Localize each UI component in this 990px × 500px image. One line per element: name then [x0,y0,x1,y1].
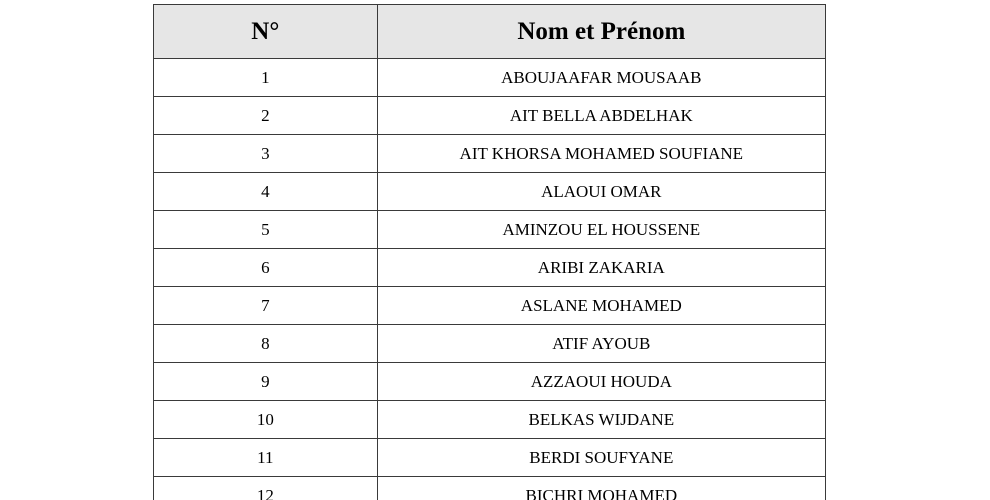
table-row [154,211,826,249]
header-number: N° [154,5,378,59]
table-row [154,439,826,477]
row-name: BERDI SOUFYANE [377,439,825,477]
table-row [154,325,826,363]
row-name: ASLANE MOHAMED [377,287,825,325]
row-name: AIT KHORSA MOHAMED SOUFIANE [377,135,825,173]
table-row [154,363,826,401]
table-row [154,287,826,325]
row-number: 9 [154,363,378,401]
table-row [154,249,826,287]
row-number: 11 [154,439,378,477]
row-number: 1 [154,59,378,97]
row-number: 2 [154,97,378,135]
row-number: 12 [154,477,378,500]
row-name: AMINZOU EL HOUSSENE [377,211,825,249]
header-name: Nom et Prénom [377,5,825,59]
row-number: 8 [154,325,378,363]
row-name: ATIF AYOUB [377,325,825,363]
table-row [154,173,826,211]
row-name: AZZAOUI HOUDA [377,363,825,401]
row-number: 3 [154,135,378,173]
student-list-table [153,4,826,500]
row-name: AIT BELLA ABDELHAK [377,97,825,135]
row-number: 4 [154,173,378,211]
row-name: ALAOUI OMAR [377,173,825,211]
row-name: ABOUJAAFAR MOUSAAB [377,59,825,97]
row-name: BELKAS WIJDANE [377,401,825,439]
table-row [154,401,826,439]
table-row [154,135,826,173]
row-number: 7 [154,287,378,325]
row-name: BICHRI MOHAMED [377,477,825,500]
table-row [154,97,826,135]
row-number: 5 [154,211,378,249]
table-header-row [154,5,826,59]
table-row [154,477,826,500]
table-row [154,59,826,97]
row-number: 6 [154,249,378,287]
row-name: ARIBI ZAKARIA [377,249,825,287]
row-number: 10 [154,401,378,439]
